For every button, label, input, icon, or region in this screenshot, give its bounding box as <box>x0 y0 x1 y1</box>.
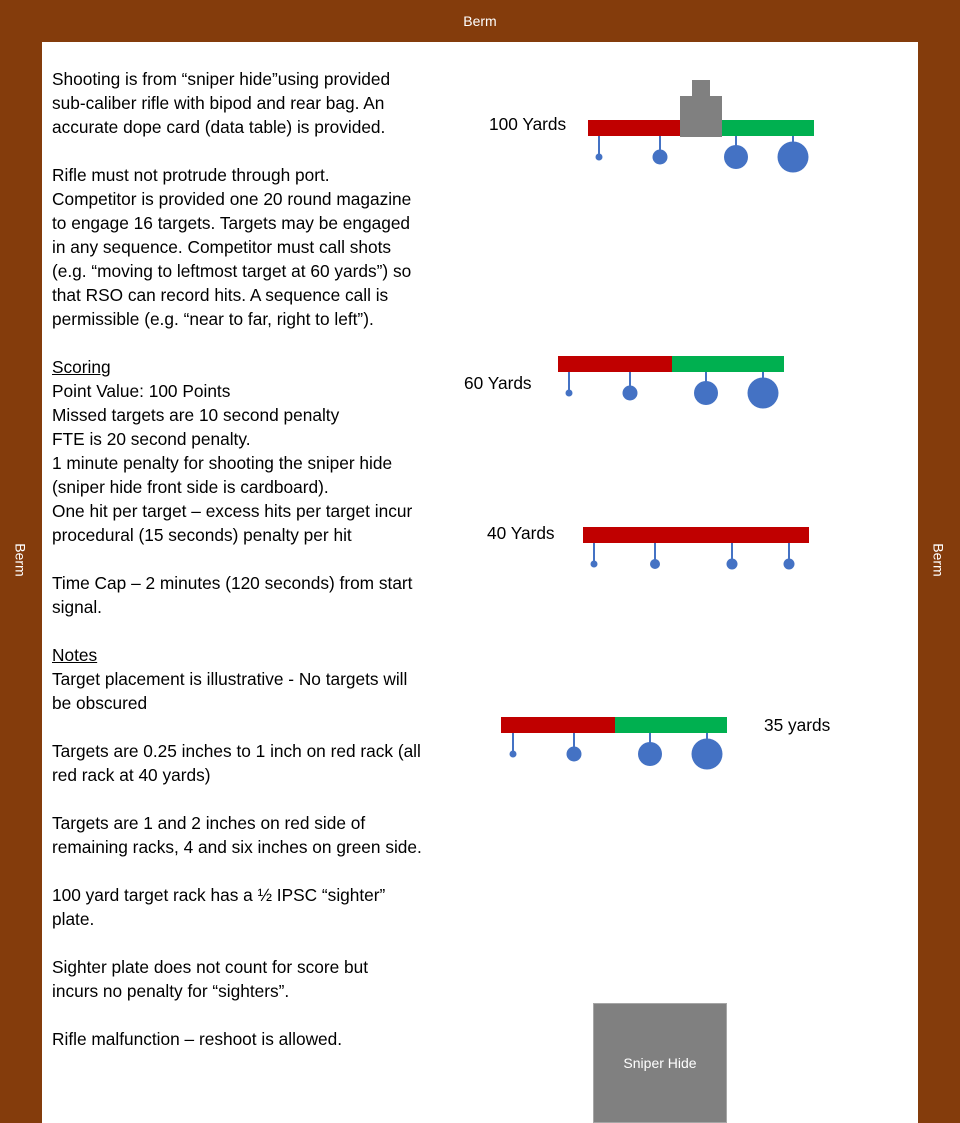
target-plate <box>638 742 662 766</box>
text-line: incurs no penalty for “sighters”. <box>52 981 290 1001</box>
text-line: Targets are 1 and 2 inches on red side of <box>52 813 366 833</box>
text-line: procedural (15 seconds) penalty per hit <box>52 525 352 545</box>
rack-40-yards <box>583 527 809 570</box>
target-plate <box>596 154 603 161</box>
text-line: accurate dope card (data table) is provided. <box>52 117 386 137</box>
text-line: Point Value: 100 Points <box>52 381 231 401</box>
text-line: 1 minute penalty for shooting the sniper hide <box>52 453 393 473</box>
text-line: FTE is 20 second penalty. <box>52 429 251 449</box>
text-line: One hit per target – excess hits per target incur <box>52 501 413 521</box>
rack-label-40-yards: 40 Yards <box>487 523 555 543</box>
target-racks-diagram <box>42 42 918 1123</box>
target-plate <box>727 559 738 570</box>
text-line: in any sequence. Competitor must call shots <box>52 237 392 257</box>
target-plate <box>692 739 723 770</box>
rack-label-60-yards: 60 Yards <box>464 373 532 393</box>
text-line: signal. <box>52 597 102 617</box>
notes-heading: Notes <box>52 645 98 665</box>
target-plate <box>567 747 582 762</box>
text-line: Rifle must not protrude through port. <box>52 165 330 185</box>
sniper-hide <box>593 1003 727 1123</box>
text-line: Competitor is provided one 20 round magazine <box>52 189 412 209</box>
target-plate <box>748 378 779 409</box>
rack-60-yards <box>558 356 784 409</box>
target-plate <box>784 559 795 570</box>
text-line: Shooting is from “sniper hide”using provided <box>52 69 391 89</box>
berm-left <box>0 520 42 600</box>
text-line: Missed targets are 10 second penalty <box>52 405 340 425</box>
range-field <box>42 42 918 1123</box>
rack-35-yards <box>501 717 727 770</box>
red-rack-bar <box>558 356 672 372</box>
sighter-plate-top <box>692 80 710 96</box>
text-line: be obscured <box>52 693 148 713</box>
green-rack-bar <box>722 120 814 136</box>
text-line: 100 yard target rack has a ½ IPSC “sighter” <box>52 885 386 905</box>
text-line: Sighter plate does not count for score but <box>52 957 369 977</box>
text-line: Rifle malfunction – reshoot is allowed. <box>52 1029 343 1049</box>
text-line: sub-caliber rifle with bipod and rear bag. An <box>52 93 385 113</box>
red-rack-bar <box>588 120 680 136</box>
green-rack-bar <box>615 717 727 733</box>
target-plate <box>653 150 668 165</box>
rack-label-35-yards: 35 yards <box>764 715 831 735</box>
red-rack-bar <box>501 717 615 733</box>
target-plate <box>650 559 660 569</box>
sniper-hide-label: Sniper Hide <box>623 1055 697 1071</box>
target-plate <box>724 145 748 169</box>
green-rack-bar <box>672 356 784 372</box>
text-line: Targets are 0.25 inches to 1 inch on red rack (all <box>52 741 421 761</box>
red-rack-bar <box>583 527 809 543</box>
target-plate <box>694 381 718 405</box>
text-line: permissible (e.g. “near to far, right to left”). <box>52 309 374 329</box>
berm-right-label: Berm <box>930 543 947 577</box>
text-line: remaining racks, 4 and six inches on green side. <box>52 837 422 857</box>
berm-right <box>918 520 960 600</box>
text-line: red rack at 40 yards) <box>52 765 211 785</box>
target-plate <box>566 390 573 397</box>
target-plate <box>623 386 638 401</box>
target-plate <box>591 561 598 568</box>
text-line: Target placement is illustrative - No targets will <box>52 669 408 689</box>
text-line: to engage 16 targets. Targets may be engaged <box>52 213 411 233</box>
berm-top-label: Berm <box>463 13 497 29</box>
scoring-heading: Scoring <box>52 357 111 377</box>
berm-left-label: Berm <box>12 543 29 577</box>
target-plate <box>778 142 809 173</box>
text-line: that RSO can record hits. A sequence call is <box>52 285 389 305</box>
text-line: plate. <box>52 909 95 929</box>
rack-100-yards <box>588 80 814 173</box>
text-line: (sniper hide front side is cardboard). <box>52 477 329 497</box>
rack-label-100-yards: 100 Yards <box>489 114 567 134</box>
text-line: (e.g. “moving to leftmost target at 60 yards”) so <box>52 261 412 281</box>
text-line: Time Cap – 2 minutes (120 seconds) from start <box>52 573 413 593</box>
sighter-plate <box>680 96 722 137</box>
target-plate <box>510 751 517 758</box>
